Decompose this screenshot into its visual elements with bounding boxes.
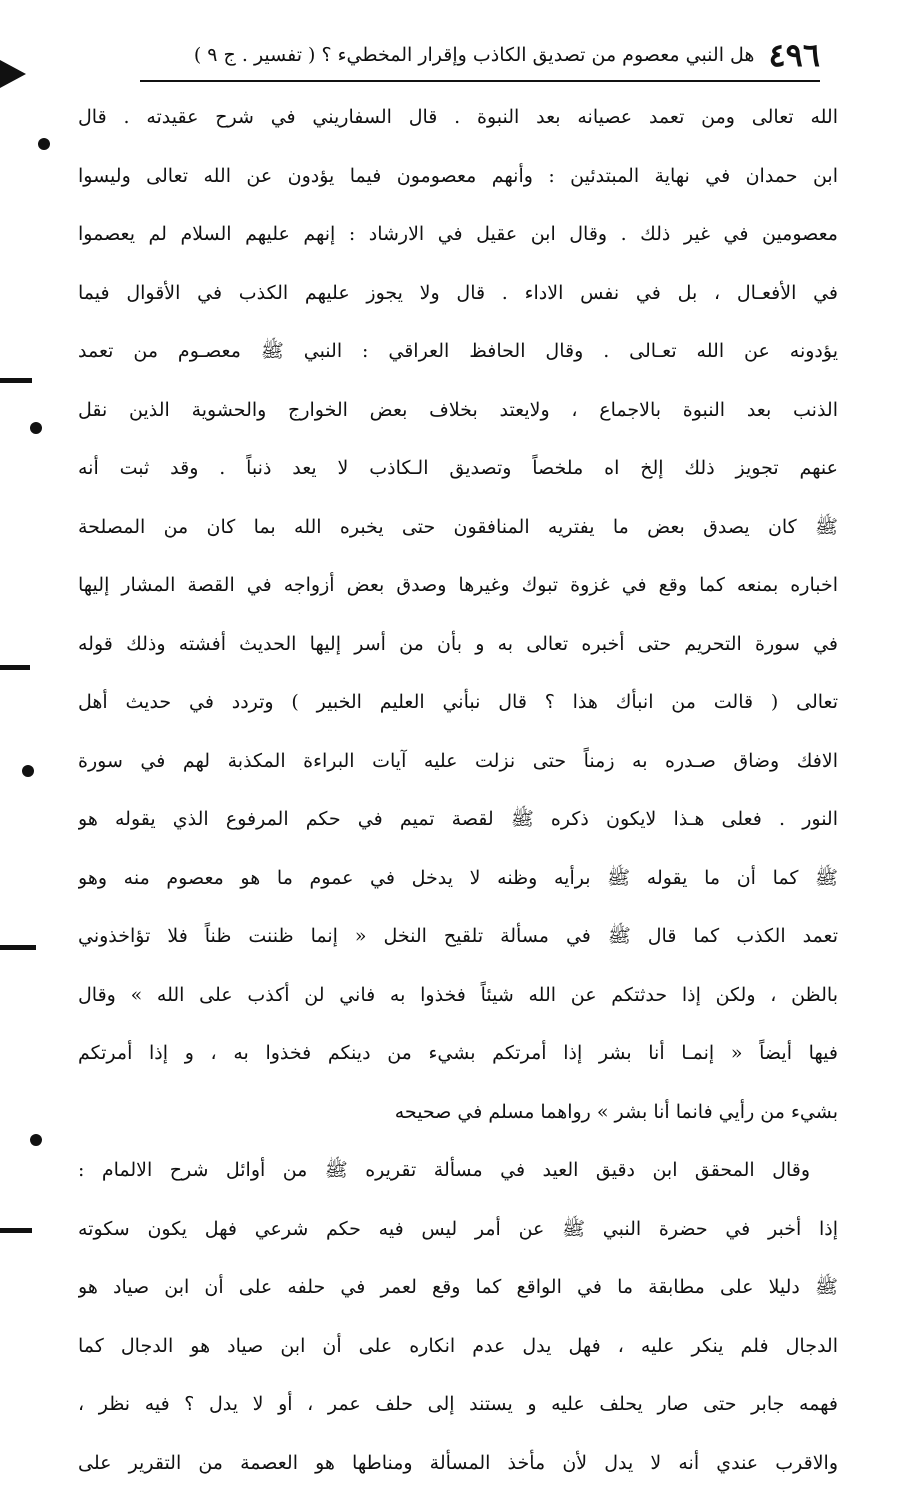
text-line: الذنب بعد النبوة بالاجماع ، ولايعتد بخلاف بعض الخوارج والحشوية الذين نقل (78, 381, 838, 440)
margin-dot-mark (30, 1134, 42, 1146)
running-title: هل النبي معصوم من تصديق الكاذب وإقرار المخطيء ؟ ( تفسير . ج ٩ ) (194, 44, 755, 66)
text-line: ابن حمدان في نهاية المبتدئين : وأنهم معصومون فيما يؤدون عن الله تعالى وليسوا (78, 147, 838, 206)
text-line: بشيء من رأيي فانما أنا بشر » رواهما مسلم في صحيحه (78, 1083, 838, 1142)
text-line: الله تعالى ومن تعمد عصيانه بعد النبوة . قال السفاريني في شرح عقيدته . قال (78, 88, 838, 147)
text-line: ﷺ كان يصدق بعض ما يفتريه المنافقون حتى يخبره الله بما كان من المصلحة (78, 498, 838, 557)
text-line: معصومين في غير ذلك . وقال ابن عقيل في الارشاد : إنهم عليهم السلام لم يعصموا (78, 205, 838, 264)
text-line: تعالى ( قالت من انبأك هذا ؟ قال نبأني العليم الخبير ) وتردد في حديث أهل (78, 673, 838, 732)
text-line: إذا أخبر في حضرة النبي ﷺ عن أمر ليس فيه حكم شرعي فهل يكون سكوته (78, 1200, 838, 1259)
text-line: في الأفعـال ، بل في نفس الاداء . قال ولا يجوز عليهم الكذب في الأقوال فيما (78, 264, 838, 323)
margin-dash-mark (0, 665, 30, 670)
text-line: الدجال فلم ينكر عليه ، فهل يدل عدم انكاره على أن ابن صياد هو الدجال كما (78, 1317, 838, 1376)
margin-dot-mark (22, 765, 34, 777)
margin-dash-mark (0, 378, 32, 383)
text-line: في سورة التحريم حتى أخبره تعالى به و بأن من أسر إليها الحديث أفشته وذلك قوله (78, 615, 838, 674)
page-header (140, 30, 820, 82)
margin-arrow-mark (0, 60, 26, 88)
text-line: وقال المحقق ابن دقيق العيد في مسألة تقريره ﷺ من أوائل شرح الالمام : (78, 1141, 838, 1200)
margin-dash-mark (0, 1228, 32, 1233)
text-line: فيها أيضاً « إنمـا أنا بشر إذا أمرتكم بشيء من دينكم فخذوا به ، و إذا أمرتكم (78, 1024, 838, 1083)
text-line: فهمه جابر حتى صار يحلف عليه و يستند إلى حلف عمر ، أو لا يدل ؟ فيه نظر ، (78, 1375, 838, 1434)
text-line: الافك وضاق صـدره به زمناً حتى نزلت عليه آيات البراءة المكذبة لهم في سورة (78, 732, 838, 791)
text-line: ﷺ دليلا على مطابقة ما في الواقع كما وقع لعمر في حلفه على أن ابن صياد هو (78, 1258, 838, 1317)
text-line: النور . فعلى هـذا لايكون ذكره ﷺ لقصة تميم في حكم المرفوع الذي يقوله هو (78, 790, 838, 849)
text-line: بالظن ، ولكن إذا حدثتكم عن الله شيئاً فخذوا به فاني لن أكذب على الله » وقال (78, 966, 838, 1025)
text-line: ﷺ كما أن ما يقوله ﷺ برأيه وظنه لا يدخل في عموم ما هو معصوم منه وهو (78, 849, 838, 908)
margin-dot-mark (38, 138, 50, 150)
text-line: تعمد الكذب كما قال ﷺ في مسألة تلقيح النخل « إنما ظننت ظناً فلا تؤاخذوني (78, 907, 838, 966)
margin-dash-mark (0, 945, 36, 950)
text-line: اخباره بمنعه كما وقع في غزوة تبوك وغيرها وصدق بعض أزواجه في القصة المشار إليها (78, 556, 838, 615)
margin-dot-mark (30, 422, 42, 434)
page-number: ٤٩٦ (768, 36, 820, 74)
body-text (78, 88, 838, 1492)
text-line: يؤدونه عن الله تعـالى . وقال الحافظ العراقي : النبي ﷺ معصـوم من تعمد (78, 322, 838, 381)
text-line: عنهم تجويز ذلك إلخ اه ملخصاً وتصديق الـكاذب لا يعد ذنباً . وقد ثبت أنه (78, 439, 838, 498)
text-line: والاقرب عندي أنه لا يدل لأن مأخذ المسألة ومناطها هو العصمة من التقرير على (78, 1434, 838, 1492)
